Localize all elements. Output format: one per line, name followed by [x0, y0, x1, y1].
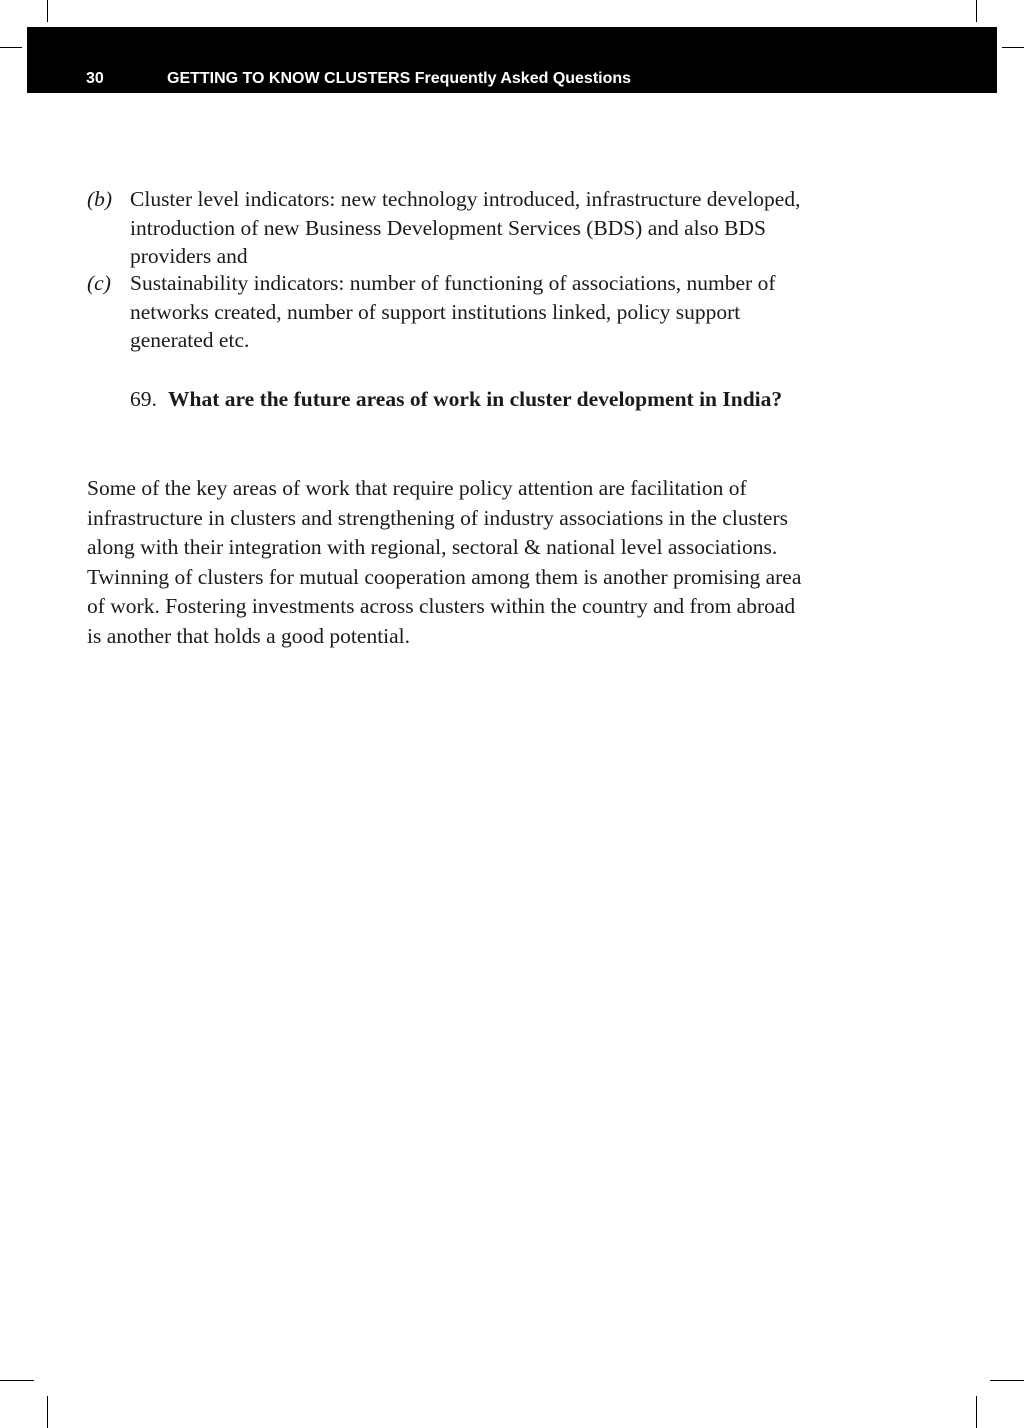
list-item-b — [87, 185, 807, 271]
page-number: 30 — [86, 70, 104, 87]
list-item-text: Sustainability indicators: number of functioning of associations, number of networks created, number of support institutions linked, policy support generated etc. — [130, 271, 776, 352]
crop-mark-top-right-horizontal — [1002, 47, 1024, 48]
running-header-title: GETTING TO KNOW CLUSTERS Frequently Asked Questions — [167, 70, 632, 87]
list-item-c — [87, 269, 807, 355]
answer-paragraph: Some of the key areas of work that require policy attention are facilitation of infrastructure in clusters and strengthening of industry associations in the clusters along with their integration with regional, sectoral & national level associations. Twinning of clusters for mutual cooperation among them is another promising area of work. Fostering investments across clusters within the country and from abroad is another that holds a good potential. — [87, 476, 802, 648]
question-number: 69. — [130, 387, 157, 411]
crop-mark-bottom-left-horizontal — [0, 1380, 34, 1381]
crop-mark-top-right-vertical — [976, 0, 977, 22]
list-marker: (c) — [87, 271, 111, 295]
crop-mark-top-left-vertical — [47, 0, 48, 22]
crop-mark-bottom-left-vertical — [47, 1396, 48, 1428]
crop-mark-bottom-right-horizontal — [990, 1380, 1024, 1381]
crop-mark-top-left-horizontal — [0, 47, 22, 48]
list-marker: (b) — [87, 187, 113, 211]
question-text: What are the future areas of work in cluster development in India? — [168, 387, 783, 411]
crop-mark-bottom-right-vertical — [976, 1396, 977, 1428]
list-item-text: Cluster level indicators: new technology introduced, infrastructure developed, introduction of new Business Development Services (BDS) and also BDS providers and — [130, 187, 801, 268]
question-heading — [130, 384, 820, 415]
